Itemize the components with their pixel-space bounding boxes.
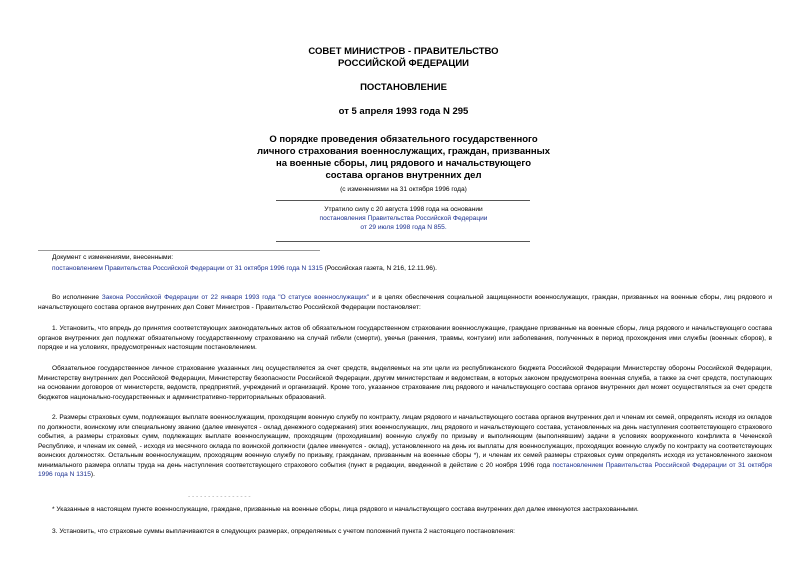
title-line2: личного страхования военнослужащих, граждан, призванных xyxy=(256,146,551,157)
paragraph-intro xyxy=(38,293,772,312)
title-line4: состава органов внутренних дел xyxy=(325,170,482,181)
footnote: * Указанные в настоящем пункте военнослужащие, граждане, призванные на военные сборы, лица рядового и начальствующего состава внутренних дел далее именуются застрахованными. xyxy=(52,506,639,513)
changes-block xyxy=(52,253,772,273)
title-line3: на военные сборы, лиц рядового и начальствующего xyxy=(275,158,531,169)
amendment-note: (с изменениями на 31 октября 1996 года) xyxy=(340,186,467,193)
document-title xyxy=(200,134,607,182)
doc-type: ПОСТАНОВЛЕНИЕ xyxy=(360,82,447,93)
divider-top xyxy=(276,200,530,201)
expired-line1: Утратило силу с 20 августа 1998 года на основании xyxy=(324,206,483,213)
expired-link-line3[interactable]: от 29 июля 1998 года N 855. xyxy=(360,224,447,231)
divider-changes xyxy=(38,250,320,251)
p2-text: 2. Размеры страховых сумм, подлежащих выплате военнослужащим, проходящим военную службу по контракту, лицам рядового и начальствующего состава органов внутренних дел и членам их семей, определять исходя из окладов по должности, воинскому или специальному званию (далее именуется - оклад денежного содержания) этих военнослужащих, лиц рядового и начальствующего состава, установленных на день наступления соответствующего страхового события, а размеры страховых сумм, подлежащих выплате военнослужащим, проходящим (проходившим) военную службу по призыву и выполняющим (выполнявшим) задачи в условиях вооруженного конфликта в Чеченской Республике, и членам их семей, - исходя из месячного оклада по воинской должности (далее именуется - оклад), установленного на день их выплаты для военнослужащих, проходящих военную службу по контракту на соответствующих воинских должностях. Остальным военнослужащим, проходящим военную службу по призыву, гражданам, призванным на военные сборы *), и членам их семей размеры страховых сумм определять исходя из установленного законом минимального размера оплаты труда на день наступления соответствующего страхового события (пункт в редакции, введенной в действие с 20 ноября 1996 года xyxy=(38,414,772,469)
divider-bottom xyxy=(276,241,530,242)
org-name-line1: СОВЕТ МИНИСТРОВ - ПРАВИТЕЛЬСТВО xyxy=(308,46,499,57)
footnote-separator: - - - - - - - - - - - - - - - - xyxy=(188,493,251,500)
changes-source: (Российская газета, N 216, 12.11.96). xyxy=(322,265,437,272)
paragraph-1-cont: Обязательное государственное личное страхование указанных лиц осуществляется за счет средств, выделяемых на эти цели из республиканского бюджета Российской Федерации Министерству обороны Российской Федерации, Министерству внутренних дел Российской Федерации, Министерству безопасности Российской Федерации, другим министерствам и ведомствам, в которых законом предусмотрена военная служба, а также за счет средств, поступающих на основании договоров от министерств, ведомств, предприятий, учреждений и организаций. Кроме того, указанное страхование лиц рядового и начальствующего состава органов внутренних дел может осуществляться за счет средств бюджетов национально-государственных и административно-территориальных образований. xyxy=(38,365,772,401)
title-line1: О порядке проведения обязательного государственного xyxy=(269,134,538,145)
paragraph-1: 1. Установить, что впредь до принятия соответствующих законодательных актов об обязательном государственном страховании военнослужащие, граждане призванные на военные сборы, лица рядового и начальствующего состава органов внутренних дел подлежат обязательному государственному страхованию на случай гибели (смерти), увечья (ранения, травмы, контузии) или заболевания, полученных в период прохождения ими службы (военных сборов), в порядке и на условиях, предусмотренных настоящим постановлением. xyxy=(38,325,772,351)
p2-link[interactable]: постановлением Правительства Российской Федерации от 31 октября 1996 года N 1315 xyxy=(38,461,772,478)
expired-link-line2[interactable]: постановления Правительства Российской Федерации xyxy=(319,215,488,222)
date-number: от 5 апреля 1993 года N 295 xyxy=(338,106,469,117)
p2-end: ). xyxy=(90,471,95,478)
law-link[interactable]: Закона Российской Федерации от 22 января 1993 года "О статусе военнослужащих" xyxy=(101,294,370,301)
changes-line xyxy=(52,264,772,273)
intro-start: Во исполнение xyxy=(52,294,102,301)
paragraph-2 xyxy=(38,413,772,480)
expired-notice xyxy=(200,205,607,232)
paragraph-3: 3. Установить, что страховые суммы выплачиваются в следующих размерах, определяемых с учетом положений пункта 2 настоящего постановления: xyxy=(52,528,515,535)
org-name-line2: РОССИЙСКОЙ ФЕДЕРАЦИИ xyxy=(337,58,469,69)
intro-rest: и в целях обеспечения социальной защищенности военнослужащих, граждан, призванных на военные сборы, лиц рядового и начальствующего состава органов внутренних дел Совет Министров - Правительство Российской Федерации постановляет: xyxy=(38,294,772,311)
changes-link[interactable]: постановлением Правительства Российской Федерации от 31 октября 1996 года N 1315 xyxy=(52,265,323,272)
changes-label: Документ с изменениями, внесенными: xyxy=(52,254,174,261)
